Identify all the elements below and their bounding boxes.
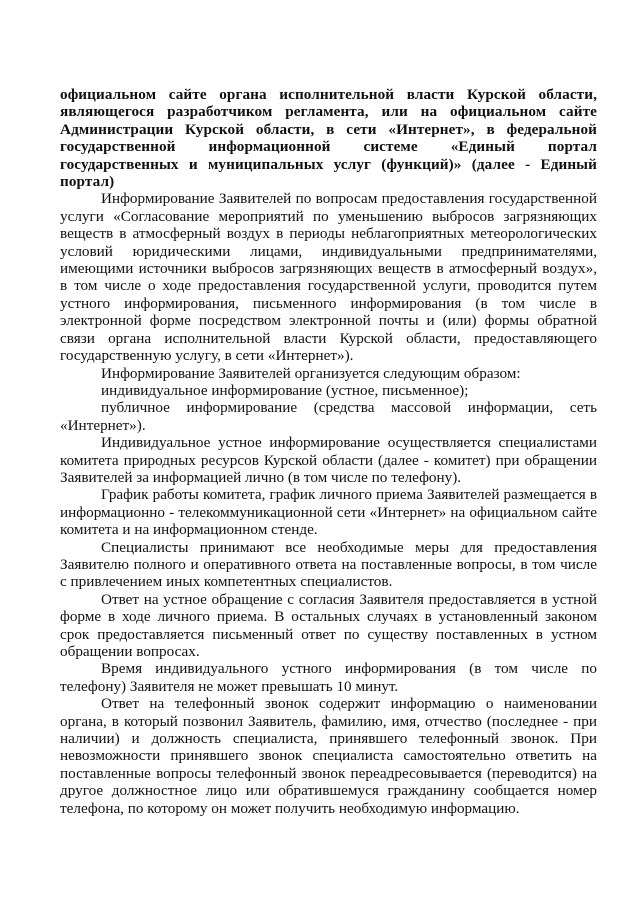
paragraph-phone-response: Ответ на телефонный звонок содержит информацию о наименовании органа, в который позвонил Заявитель, фамилию, имя, отчество (последнее - при наличии) и должность специалиста, принявшего телефонный звонок. При невозможности принявшего звонок специалиста самостоятельно ответить на поставленные вопросы телефонный звонок переадресовывается (переводится) на другое должностное лицо или обратившемуся гражданину сообщается номер телефона, по которому он может получить необходимую информацию. [60,695,597,817]
document-page [60,86,597,817]
paragraph-oral-response: Ответ на устное обращение с согласия Заявителя предоставляется в устной форме в ходе личного приема. В остальных случаях в установленный законом срок предоставляется письменный ответ по существу поставленных в устном обращении вопросах. [60,590,597,660]
header-paragraph: официальном сайте органа исполнительной власти Курской области, являющегося разработчиком регламента, или на официальном сайте Администрации Курской области, в сети «Интернет», в федеральной государственной информационной системе «Единый портал государственных и муниципальных услуг (функций)» (далее - Единый портал) [60,86,597,191]
paragraph-time-limit: Время индивидуального устного информирования (в том числе по телефону) Заявителя не может превышать 10 минут. [60,660,597,695]
paragraph-individual-informing: индивидуальное информирование (устное, письменное); [101,381,469,399]
paragraph-informing-scope: Информирование Заявителей по вопросам предоставления государственной услуги «Согласование мероприятий по уменьшению выбросов загрязняющих веществ в атмосферный воздух в периоды неблагоприятных метеорологических условий юридическими лицами, индивидуальными предпринимателями, имеющими источники выбросов загрязняющих веществ в атмосферный воздух», в том числе о ходе предоставления государственной услуги, проводится путем устного информирования, письменного информирования (в том числе в электронной форме посредством электронной почты и (или) формы обратной связи органа исполнительной власти Курской области, предоставляющего государственную услугу, в сети «Интернет»). [60,190,597,365]
paragraph-informing-organization: Информирование Заявителей организуется следующим образом: [101,364,521,382]
paragraph-oral-informing: Индивидуальное устное информирование осуществляется специалистами комитета природных ресурсов Курской области (далее - комитет) при обращении Заявителей за информацией лично (в том числе по телефону). [60,434,597,486]
paragraph-work-schedule: График работы комитета, график личного приема Заявителей размещается в информационно - телекоммуникационной сети «Интернет» на официальном сайте комитета и на информационном стенде. [60,486,597,539]
paragraph-specialists-measures: Специалисты принимают все необходимые меры для предоставления Заявителю полного и оперативного ответа на поставленные вопросы, в том числе с привлечением иных компетентных специалистов. [60,538,597,591]
paragraph-public-informing: публичное информирование (средства массовой информации, сеть «Интернет»). [60,399,597,434]
